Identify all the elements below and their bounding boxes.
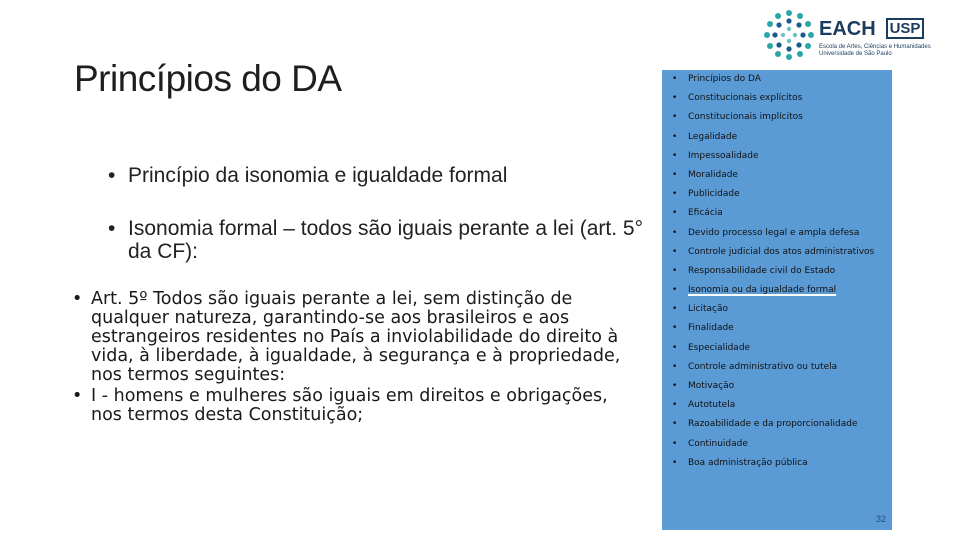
bullet-principle xyxy=(108,164,648,187)
bullet-dot: • xyxy=(672,265,678,276)
logo-usp-badge: USP xyxy=(886,18,924,39)
bullet-dot: • xyxy=(672,227,678,238)
topic-item-label: Devido processo legal e ampla defesa xyxy=(688,227,860,238)
each-usp-logo xyxy=(762,8,942,64)
topic-item[interactable] xyxy=(662,342,892,361)
logo-subtitle-line1: Escola de Artes, Ciências e Humanidades xyxy=(819,44,931,50)
topic-item[interactable] xyxy=(662,246,892,265)
topic-item-label: Constitucionais implícitos xyxy=(688,112,803,123)
topic-item[interactable] xyxy=(662,150,892,169)
topic-item[interactable] xyxy=(662,188,892,207)
topic-item-label: Constitucionais explícitos xyxy=(688,93,803,104)
logo-brand: EACH xyxy=(819,18,876,40)
topic-item[interactable] xyxy=(662,111,892,130)
bullet-dot: • xyxy=(672,342,678,353)
bullet-dot: • xyxy=(72,386,83,406)
bullet-dot: • xyxy=(672,150,678,161)
bullet-dot: • xyxy=(672,169,678,180)
topic-item-label: Licitação xyxy=(688,304,728,315)
topic-item[interactable] xyxy=(662,284,892,303)
bullet-isonomy xyxy=(108,217,648,263)
topics-panel xyxy=(662,70,892,530)
topic-item[interactable] xyxy=(662,399,892,418)
topic-item[interactable] xyxy=(662,361,892,380)
bullet-dot: • xyxy=(108,164,116,187)
topic-item[interactable] xyxy=(662,207,892,226)
logo-subtitle-line2: Universidade de São Paulo xyxy=(819,51,892,57)
slide-title: Princípios do DA xyxy=(74,58,342,99)
constitution-quote xyxy=(72,290,642,427)
topic-item-label: Moralidade xyxy=(688,169,738,180)
each-emblem-icon xyxy=(762,8,816,62)
bullet-dot: • xyxy=(672,112,678,123)
topic-item[interactable] xyxy=(662,265,892,284)
logo-subtitle xyxy=(819,44,943,58)
bullet-dot: • xyxy=(672,131,678,142)
bullet-dot: • xyxy=(672,323,678,334)
topic-item-label: Controle judicial dos atos administrativos xyxy=(688,246,875,257)
bullet-dot: • xyxy=(672,438,678,449)
page-number: 32 xyxy=(875,514,886,524)
topic-item-label: Finalidade xyxy=(688,323,734,334)
topic-item-label: Responsabilidade civil do Estado xyxy=(688,265,836,276)
bullet-text: Princípio da isonomia e igualdade formal xyxy=(128,164,508,187)
topic-item[interactable] xyxy=(662,322,892,341)
topic-item[interactable] xyxy=(662,227,892,246)
topic-item[interactable] xyxy=(662,169,892,188)
topic-item-label: Isonomia ou da igualdade formal xyxy=(688,285,837,296)
topic-item[interactable] xyxy=(662,303,892,322)
bullet-dot: • xyxy=(108,217,116,240)
bullet-dot: • xyxy=(672,457,678,468)
topic-item-label: Razoabilidade e da proporcionalidade xyxy=(688,419,858,430)
topic-item-label: Especialidade xyxy=(688,342,751,353)
bullet-dot: • xyxy=(672,304,678,315)
quote-item-inciso-i xyxy=(72,387,642,425)
topics-list xyxy=(662,73,892,476)
topic-item[interactable] xyxy=(662,73,892,92)
bullet-dot: • xyxy=(672,400,678,411)
topic-item[interactable] xyxy=(662,418,892,437)
bullet-dot: • xyxy=(672,361,678,372)
topic-item-label: Continuidade xyxy=(688,438,748,449)
topic-item[interactable] xyxy=(662,131,892,150)
bullet-dot: • xyxy=(672,285,678,296)
topic-item[interactable] xyxy=(662,457,892,476)
topic-item-label: Impessoalidade xyxy=(688,150,759,161)
bullet-dot: • xyxy=(672,189,678,200)
bullet-dot: • xyxy=(672,208,678,219)
topic-item-label: Legalidade xyxy=(688,131,738,142)
quote-text: Art. 5º Todos são iguais perante a lei, sem distinção de qualquer natureza, garantindo-se aos brasileiros e aos estrangeiros residentes no País a inviolabilidade do direito à vida, à liberdade, à igualdade, à segurança e à propriedade, nos termos seguintes: xyxy=(91,289,621,385)
bullet-dot: • xyxy=(672,74,678,84)
quote-item-art5 xyxy=(72,290,642,385)
topic-item[interactable] xyxy=(662,380,892,399)
bullet-dot: • xyxy=(672,246,678,257)
topic-item-label: Motivação xyxy=(688,381,735,391)
quote-text: I - homens e mulheres são iguais em direitos e obrigações, nos termos desta Constituição; xyxy=(91,386,608,425)
bullet-dot: • xyxy=(672,93,678,104)
bullet-dot: • xyxy=(72,289,83,309)
topic-item-label: Eficácia xyxy=(688,208,723,219)
topic-item-label: Autotutela xyxy=(688,400,736,411)
bullet-dot: • xyxy=(672,381,678,391)
topic-item[interactable] xyxy=(662,92,892,111)
topic-item[interactable] xyxy=(662,438,892,457)
topic-item-label: Boa administração pública xyxy=(688,457,808,468)
topic-item-label: Princípios do DA xyxy=(688,74,761,84)
topic-item-label: Publicidade xyxy=(688,189,740,200)
bullet-dot: • xyxy=(672,419,678,430)
topic-item-label: Controle administrativo ou tutela xyxy=(688,361,838,372)
bullet-text: Isonomia formal – todos são iguais perante a lei (art. 5° da CF): xyxy=(128,217,644,263)
